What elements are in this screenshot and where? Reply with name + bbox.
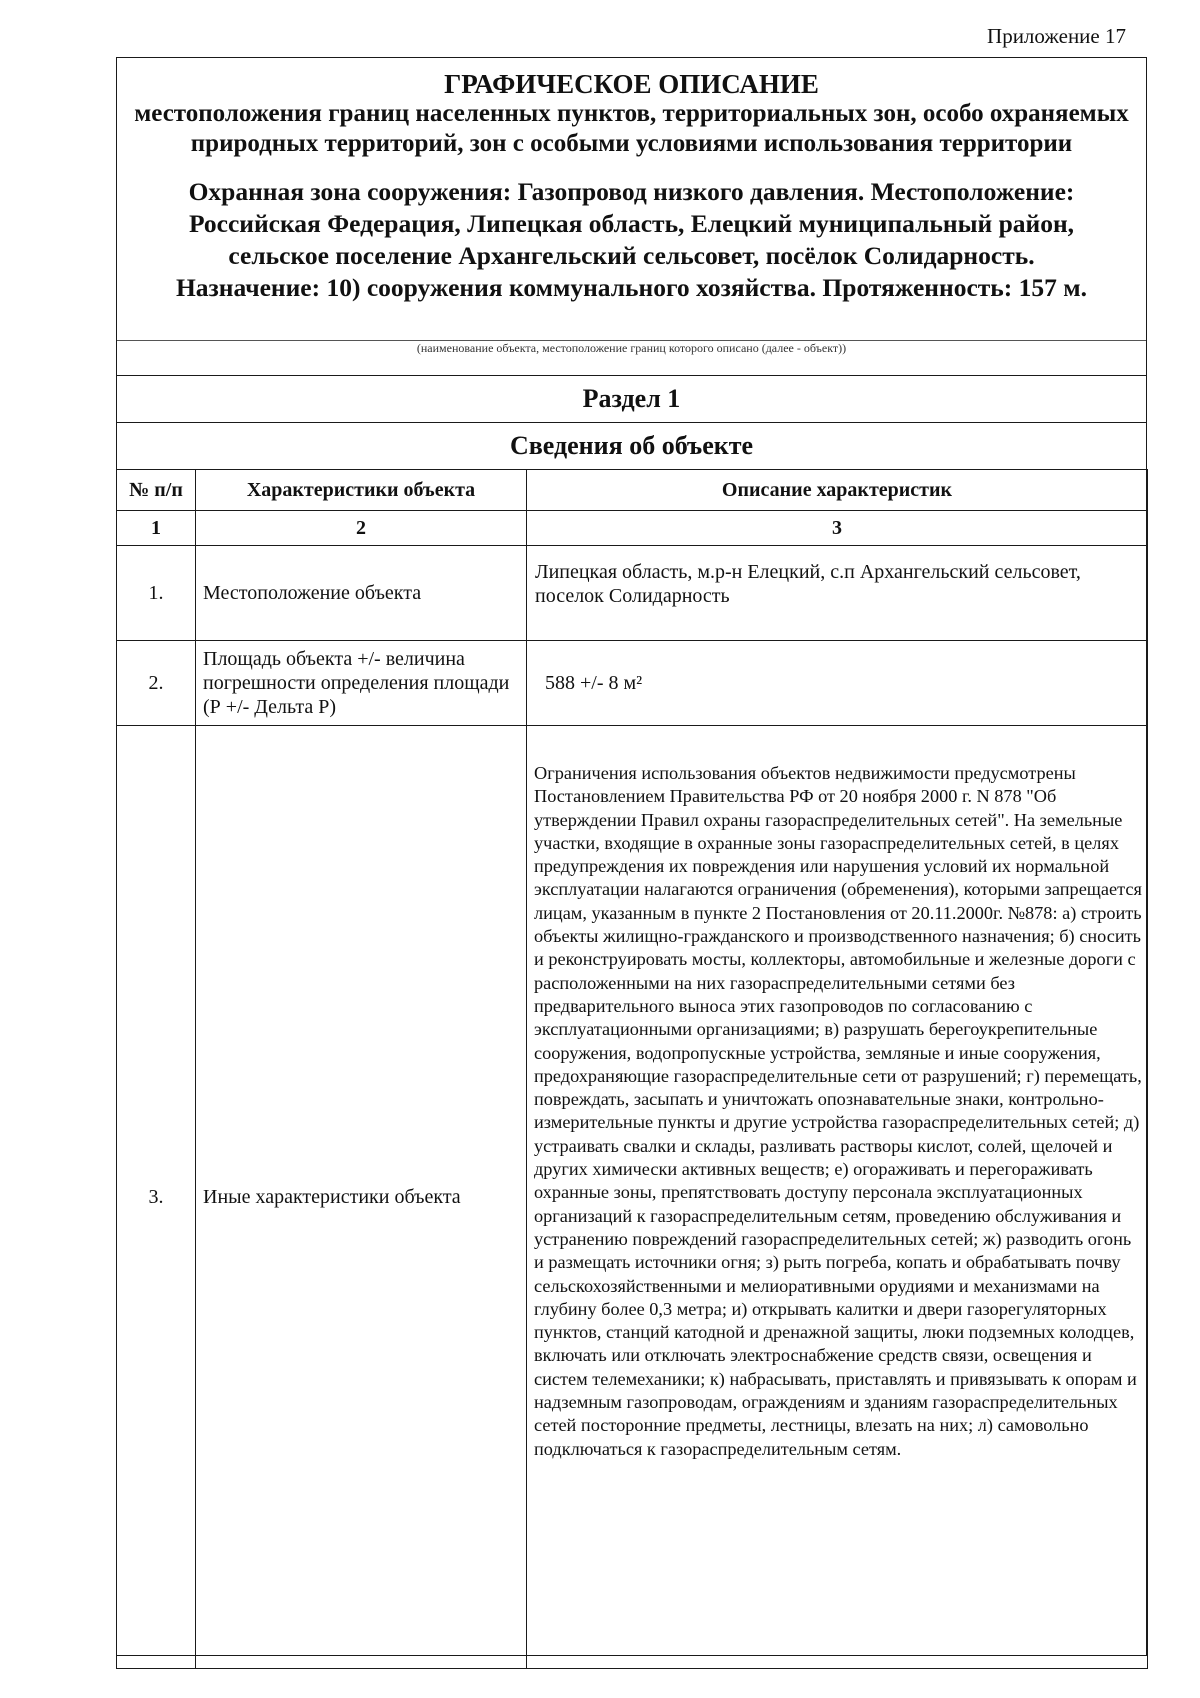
object-info-table <box>116 469 1148 1669</box>
document-title: ГРАФИЧЕСКОЕ ОПИСАНИЕ <box>444 69 819 99</box>
column-header-characteristic: Характеристики объекта <box>196 470 527 511</box>
row-number: 1. <box>117 546 196 641</box>
document-subtitle: местоположения границ населенных пунктов, территориальных зон, особо охраняемых природных территорий, зон с особыми условиями использования территории <box>134 100 1129 157</box>
row-number: 3. <box>117 726 196 1669</box>
row-description <box>527 546 1148 641</box>
column-number: 1 <box>117 511 196 546</box>
table-row <box>117 546 1148 641</box>
object-name-line: Российская Федерация, Липецкая область, Елецкий муниципальный район, <box>188 209 1075 238</box>
location-text: Липецкая область, м.р-н Елецкий, с.п Архангельский сельсовет, поселок Солидарность <box>535 561 1081 607</box>
restrictions-text: Ограничения использования объектов недвижимости предусмотрены Постановлением Правительства РФ от 20 ноября 2000 г. N 878 "Об утверждении Правил охраны газораспределительных сетей". На земельные участки, входящие в охранные зоны газораспределительных сетей, в целях предупреждения их повреждения или нарушения условий их нормальной эксплуатации налагаются ограничения (обременения), которыми запрещается лицам, указанным в пункте 2 Постановления от 20.11.2000г. №878: а) строить объекты жилищно-гражданского и производственного назначения; б) сносить и реконструировать мосты, коллекторы, автомобильные и железные дороги с расположенными на них газораспределительными сетями без предварительного выноса этих газопроводов по согласованию с эксплуатационными организациями; в) разрушать берегоукрепительные сооружения, водопропускные устройства, земляные и иные сооружения, предохраняющие газораспределительные сети от разрушений; г) перемещать, повреждать, засыпать и уничтожать опознавательные знаки, контрольно-измерительные пункты и другие устройства газораспределительных сетей; д) устраивать свалки и склады, разливать растворы кислот, солей, щелочей и других химически активных веществ; е) огораживать и перегораживать охранные зоны, препятствовать доступу персонала эксплуатационных организаций к газораспределительным сетям, проведению обслуживания и устранению повреждений газораспределительных сетей; ж) разводить огонь и размещать источники огня; з) рыть погреба, копать и обрабатывать почву сельскохозяйственными и мелиоративными орудиями и механизмами на глубину более 0,3 метра; и) открывать калитки и двери газорегуляторных пунктов, станций катодной и дренажной защиты, люки подземных колодцев, включать или отключать электроснабжение средств связи, освещения и систем телемеханики; к) набрасывать, приставлять и привязывать к опорам и надземным газопроводам, ограждениям и зданиям газораспределительных сетей посторонние предметы, лестницы, влезать на них; л) самовольно подключаться к газораспределительным сетям. <box>534 763 1142 1459</box>
row-number: 2. <box>117 641 196 726</box>
table-row <box>117 641 1148 726</box>
row-description <box>527 641 1148 726</box>
title-block <box>117 58 1146 340</box>
column-header-description: Описание характеристик <box>527 470 1148 511</box>
area-value: 588 +/- 8 м² <box>545 672 643 694</box>
table-header-row <box>117 470 1148 511</box>
object-name-line: сельское поселение Архангельский сельсовет, посёлок Солидарность. <box>228 241 1035 270</box>
object-name <box>117 176 1146 304</box>
object-name-line: Охранная зона сооружения: Газопровод низкого давления. Местоположение: <box>188 177 1075 206</box>
row-characteristic: Площадь объекта +/- величина погрешности определения площади (Р +/- Дельта Р) <box>196 641 527 726</box>
section-label: Раздел 1 <box>117 375 1146 422</box>
column-number-row <box>117 511 1148 546</box>
column-number: 2 <box>196 511 527 546</box>
row-description <box>527 726 1148 1669</box>
object-name-line: Назначение: 10) сооружения коммунального хозяйства. Протяженность: 157 м. <box>175 273 1088 302</box>
section-heading: Сведения об объекте <box>117 422 1146 469</box>
object-caption: (наименование объекта, местоположение границ которого описано (далее - объект)) <box>416 341 847 355</box>
row-characteristic: Местоположение объекта <box>196 546 527 641</box>
column-number: 3 <box>527 511 1148 546</box>
appendix-label: Приложение 17 <box>987 24 1126 48</box>
table-row <box>117 726 1148 1669</box>
column-header-number: № п/п <box>117 470 196 511</box>
row-characteristic: Иные характеристики объекта <box>196 726 527 1669</box>
document-frame <box>116 57 1147 1656</box>
